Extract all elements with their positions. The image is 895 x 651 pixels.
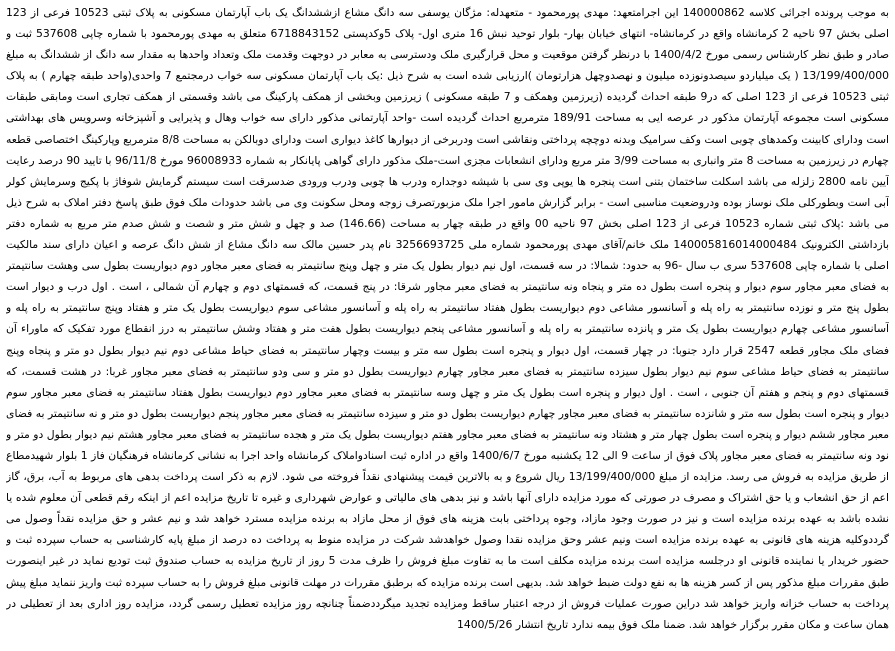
notice-body: به موجب پرونده اجرائی کلاسه 140000862 این اجرامتعهد: مهدی پورمحمود - متعهدله: مژگان یوسفی سه دانگ مشاع ازششدانگ یک باب آپارتمان مسکونی به پلاک ثبتی 10523 فرعی از 123 اصلی بخش 97 ناحیه 2 کرمانشاه واقع در کرمانشاه- انتهای خیابان بهار- بلوار توحید نبش 16 متری اول- پلاک 5وکدپستی 6718843152 متعلق به مهدی پورمحمود با شماره چاپی 537608 ثبت و صادر و طبق نظر کارشناس رسمی مورخ 1400/4/2 با درنظر گرفتن موقعیت و محل قرارگیری ملک ودسترسی به معابر در دوجهت وقدمت ملک وتعداد واحدها به مقدار سه دانگ از ششدانگ به مبلغ 13/199/400/000 ( یک میلیاردو سیصدونوزده میلیون و نهصدوچهل هزارتومان )ارزیابی شده است به شرح ذیل :یک باب آپارتمان مسکونی سه خواب درمجتمع 7 واحدی(واحد طبقه چهارم ) به پلاک ثبتی 10523 فرعی از 123 اصلی که در9 طبقه احداث گردیده (زیرزمین وهمکف و 7 طبقه مسکونی ) زیرزمین وبخشی از همکف پارکینگ می باشد وقسمتی از همکف تجاری است ومابقی طبقات مسکونی است مجموعه آپارتمان مذکور در عرصه ایی به مساحت 189/91 مترمربع احداث گردیده است -واحد آپارتمانی مذکور دارای سه خواب وهال و پذیرایی و آشپزخانه وسرویس های بهداشتی است ودارای کابینت وکمدهای چوبی است وکف سرامیک وبدنه دوچچه پرداختی ونقاشی است ودربرخی از دیوارها کاغذ دیواری است ودارای دوبالکن به مساحت 8/8 مترمربع وپارکینگ اختصاصی قطعه چهارم در زیرزمین به مساحت 8 متر وانباری به مساحت 3/99 متر مربع ودارای انشعابات مجزی است-ملک مذکور دارای گواهی پایانکار به شماره 96008933 مورخ 96/11/8 با تایید 90 درصد رعایت آیین نامه 2800 زلزله می باشد اسکلت ساختمان بتنی است پنجره ها یوپی وی سی با شیشه دوجداره ودرب ها چوبی ودرب ورودی ضدسرقت است سیستم گرمایش شوفاژ با پکیج وسرمایش کولر آبی است وبطورکلی ملک نوساز بوده ودروضعیت مناسبی است - برابر گزارش مامور اجرا ملک مزبورتصرف زوجه ومحل سکونت وی می باشد حدودات ملک فوق طبق پاسخ دفتر املاک به شرح ذیل می باشد :پلاک ثبتی شماره 10523 فرعی از 123 اصلی بخش 97 ناحیه 00 واقع در طبقه چهار به مساحت (146.66) صد و چهل و شش متر و شصت و شش صدم متر مربع به شماره دفتر بازداشتی الکترونیک 140005816014000484 ملک خانم/آقای مهدی پورمحمود شماره ملی 3256693725 نام پدر حسین مالک سه دانگ مشاع از شش دانگ عرصه و اعیان دارای سند مالکیت اصلی با شماره چاپی 537608 سری ب سال -96 به حدود: شمالا: در سه قسمت، اول نیم دیوار بطول یک متر و چهل وپنج سانتیمتر به فضای معبر مجاور دوم دیواریست بطول سی وهشت سانتیمتر به فضای معبر مجاور سوم دیوار و پنجره است بطول ده متر و پنجاه ونه سانتیمتر به فضای معبر مجاور شرقا: در پنج قسمت، که قسمتهای دوم و چهارم آن شمالی ، است . اول درب و دیوار است بطول پنج متر و نوزده سانتیمتر به راه پله و آسانسور مشاعی دوم دیواریست بطول هفتاد سانتیمتر به راه پله و آسانسور مشاعی سوم دیواریست بطول یک متر و هفتاد وپنج سانتیمتر به راه پله و آسانسور مشاعی چهارم دیواریست بطول یک متر و پانزده سانتیمتر به راه پله و آسانسور مشاعی پنجم دیواریست بطول هفت متر و هفتاد وشش سانتیمتر به درز انقطاع مورد تفکیک که ماوراء آن فضای ملک مجاور قطعه 2547 قرار دارد جنوبا: در چهار قسمت، اول دیوار و پنجره است بطول سه متر و بیست وچهار سانتیمتر به فضای حیاط مشاعی دوم نیم دیوار بطول دو متر و پنجاه وپنج سانتیمتر به فضای حیاط مشاعی سوم نیم دیوار بطول سیزده سانتیمتر به فضای معبر مجاور چهارم دیواریست بطول دو متر و سی ودو سانتیمتر به فضای معبر مجاور غربا: در هشت قسمت، که قسمتهای دوم و پنجم و هفتم آن جنوبی ، است . اول دیوار و پنجره است بطول یک متر و چهل وسه سانتیمتر به فضای معبر مجاور دوم دیواریست بطول هفتاد سانتیمتر به فضای معبر مجاور سوم دیوار و پنجره است بطول سه متر و شانزده سانتیمتر به فضای معبر مجاور چهارم دیواریست بطول دو متر و سیزده سانتیمتر به فضای معبر مجاور پنجم دیواریست بطول دو متر و نه سانتیمتر به فضای معبر مجاور ششم دیوار و پنجره است بطول چهار متر و هشتاد ونه سانتیمتر به فضای معبر مجاور هفتم دیواریست بطول یک متر و هجده سانتیمتر به فضای معبر مجاور هشتم نیم دیوار بطول دو متر و نود ونه سانتیمتر به فضای معبر مجاور پلاک فوق از ساعت 9 الی 12 یکشنبه مورخ 1400/6/7 واقع در اداره ثبت اسنادواملاک کرمانشاه واحد اجرا به نشانی کرمانشاه فرهنگیان فاز 1 بلوار شهیدمطاع از طریق مزایده به فروش می رسد. مزایده از مبلغ 13/199/400/000 ریال شروع و به بالاترین قیمت پیشنهادی نقداً فروخته می شود. لازم به ذکر است پرداخت بدهی های مربوط به آب، برق، گاز اعم از حق انشعاب و یا حق اشتراک و مصرف در صورتی که مورد مزایده دارای آنها باشد و نیز بدهی های مالیاتی و عوارض شهرداری و غیره تا تاریخ مزایده اعم از اینکه رقم قطعی آن معلوم شده یا نشده باشد به عهده برنده مزایده است و نیز در صورت وجود مازاد، وجوه پرداختی بابت هزینه های فوق از محل مازاد به برنده مزایده مسترد خواهد شد و نیم عشر و حق مزایده نقداً وصول می گرددوکلیه هزینه های قانونی به عهده برنده مزایده است ونیم عشر وحق مزایده نقدا وصول خواهدشد شرکت در مزایده منوط به پرداخت ده درصد از مبلغ پایه کارشناسی به حساب سپرده ثبت و حضور خریدار یا نماینده قانونی او درجلسه مزایده است برنده مزایده مکلف است ما به تفاوت مبلغ فروش را ظرف مدت 5 روز از تاریخ مزایده به حساب صندوق ثبت تودیع نماید در غیر اینصورت طبق مقررات مبلغ مذکور پس از کسر هزینه ها به نفع دولت ضبط خواهد شد. بدیهی است برنده مزایده که برطبق مقررات در مهلت قانونی مبلغ فروش را به حساب سپرده ثبت واریز ننماید مبلغ پیش پرداخت به حساب خزانه واریز خواهد شد دراین صورت عملیات فروش از درجه اعتبار ساقط ومزایده تجدید میگرددضمناً چنانچه روز مزایده تعطیل رسمی گردد، مزایده روز اداری بعد از تعطیلی در همان ساعت و مکان مقرر برگزار خواهد شد. ضمنا ملک فوق بیمه ندارد تاریخ انتشار 1400/5/26 <box>6 6 889 631</box>
auction-notice <box>6 2 889 649</box>
